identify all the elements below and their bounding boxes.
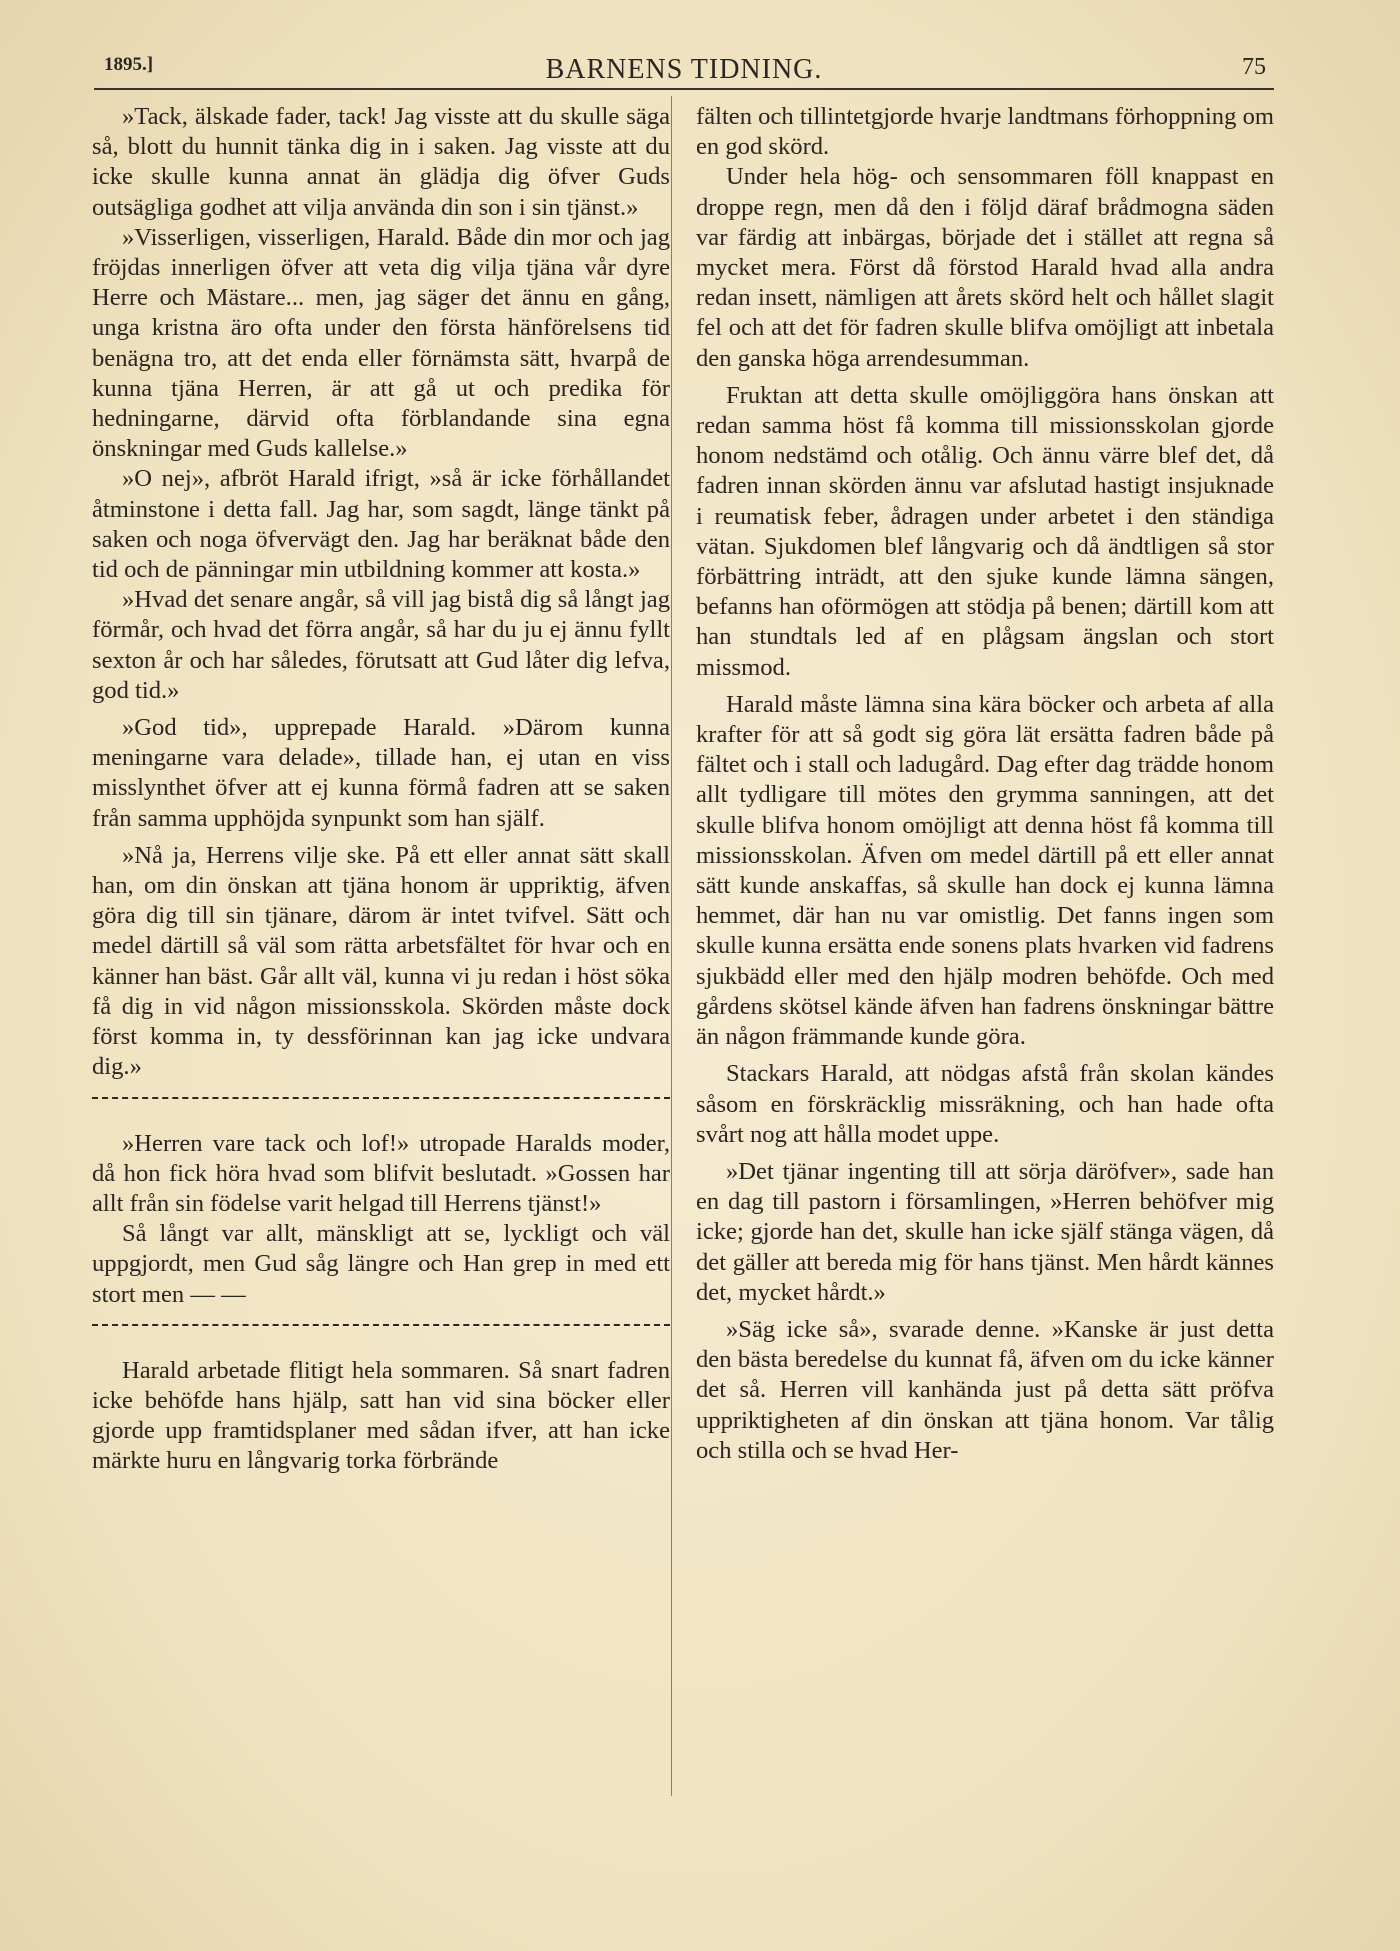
paragraph: »Tack, älskade fader, tack! Jag visste att du skulle säga så, blott du hunnit tänka dig in i saken. Jag visste att du icke skulle kunna annat än glädja dig öfver Guds outsägliga godhet att vilja använda din son i sin tjänst.» [92,103,670,221]
column-divider [671,96,672,1796]
header-rule [94,88,1274,90]
section-dash-separator [92,1324,670,1340]
paragraph: »Visserligen, visserligen, Harald. Både din mor och jag fröjdas innerligen öfver att veta dig vilja tjäna vår dyre Herre och Mästare... men, jag säger det ännu en gång, unga kristna äro ofta under den första hänförelsens tid benägna tro, att det enda eller förnämsta sätt, hvarpå de kunna tjäna Herren, är att gå ut och predika för hedningarne, därvid ofta förblandande sina egna önskningar med Guds kallelse.» [92,223,670,463]
paragraph: Harald arbetade flitigt hela sommaren. Så snart fadren icke behöfde hans hjälp, satt han vid sina böcker eller gjorde upp framtidsplaner med sådan ifver, att han icke märkte huru en långvarig torka förbrände [92,1356,670,1475]
paragraph: Under hela hög- och sensommaren föll knappast en droppe regn, men då den i följd däraf brådmogna säden var färdig att inbärgas, började det i stället att regna så mycket mera. Först då förstod Harald hvad alla andra redan insett, nämligen att årets skörd helt och hållet slagit fel och att det för fadren skulle blifva omöjligt att inbetala den ganska höga arrendesumman. [696,163,1274,372]
paragraph: »God tid», upprepade Harald. »Därom kunna meningarne vara delade», tillade han, ej utan en viss misslynthet öfver att ej kunna förmå fadren att se saken från samma upphöjda synpunkt som han själf. [92,714,670,832]
paragraph: Stackars Harald, att nödgas afstå från skolan kändes såsom en förskräcklig missräkning, och han hade ofta svårt nog att hålla modet uppe. [696,1060,1274,1148]
header-title: BARNENS TIDNING. [545,54,823,85]
paragraph: »O nej», afbröt Harald ifrigt, »så är icke förhållandet åtminstone i detta fall. Jag har, som sagdt, länge tänkt på saken och noga öfvervägt den. Jag har beräknat både den tid och de pänningar min utbildning kommer att kosta.» [92,465,670,584]
paragraph: Så långt var allt, mänskligt att se, lyckligt och väl uppgjordt, men Gud såg längre och Han grep in med ett stort men — — [92,1220,670,1308]
paragraph: Harald måste lämna sina kära böcker och arbeta af alla krafter för att så godt sig göra lät ersätta fadren både på fältet och i stall och ladugård. Dag efter dag trädde honom allt tydligare till mötes den grymma sanningen, att det skulle blifva honom omöjligt att denna höst få komma till missionsskolan. Äfven om medel därtill på ett eller annat sätt kunde anskaffas, så skulle han dock ej kunna lämna hemmet, där han nu var omistlig. Det fanns ingen som skulle kunna ersätta ende sonens plats hvarken vid fadrens sjukbädd eller med den hjälp modren behöfde. Och med gårdens skötsel kände äfven han fadrens önskningar bättre än någon främmande kunde göra. [696,690,1274,1051]
paragraph: »Nå ja, Herrens vilje ske. På ett eller annat sätt skall han, om din önskan att tjäna honom är uppriktig, äfven göra dig till sin tjänare, därom är intet tvifvel. Sätt och medel därtill så väl som rätta arbetsfältet för hvar och en känner han bäst. Går allt väl, kunna vi ju redan i höst söka få dig in vid någon missionsskola. Skörden måste dock först komma in, ty dessförinnan kan jag icke undvara dig.» [92,841,670,1081]
paragraph: »Herren vare tack och lof!» utropade Haralds moder, då hon fick höra hvad som blifvit beslutadt. »Gossen har allt från sin födelse varit helgad till Herrens tjänst!» [92,1129,670,1217]
paragraph: Fruktan att detta skulle omöjliggöra hans önskan att redan samma höst få komma till missionsskolan gjorde honom nedstämd och otålig. Och ännu värre blef det, då fadren innan skörden ännu var afslutad hastigt insjuknade i reumatisk feber, ådragen under arbetet i den ständiga vätan. Sjukdomen blef långvarig och då ändtligen så stor förbättring inträdt, att den sjuke kunde lämna sängen, befanns han oförmögen att stödja på benen; därtill kom att han stundtals led af en plågsam ängslan och stort missmod. [696,381,1274,681]
header-year: 1895.] [104,54,154,75]
paragraph: fälten och tillintetgjorde hvarje landtmans förhoppning om en god skörd. [696,103,1274,161]
right-column [696,102,1274,1466]
header-page-number: 75 [1242,54,1266,80]
left-column [92,102,670,1477]
paragraph: »Hvad det senare angår, så vill jag bistå dig så långt jag förmår, och hvad det förra angår, så har du ju ej ännu fyllt sexton år och har således, förutsatt att Gud låter dig lefva, god tid.» [92,586,670,704]
section-dash-separator [92,1097,670,1113]
page-header [94,50,1274,90]
paragraph: »Det tjänar ingenting till att sörja däröfver», sade han en dag till pastorn i församlingen, »Herren behöfver mig icke; gjorde han det, skulle han icke själf stänga vägen, då det gäller att bereda mig för hans tjänst. Men hårdt kännes det, mycket hårdt.» [696,1157,1274,1306]
paragraph: »Säg icke så», svarade denne. »Kanske är just detta den bästa beredelse du kunnat få, äfven om du icke känner det så. Herren vill kanhända just på detta sätt pröfva uppriktigheten af din önskan att tjäna honom. Var tålig och stilla och se hvad Her- [696,1315,1274,1464]
